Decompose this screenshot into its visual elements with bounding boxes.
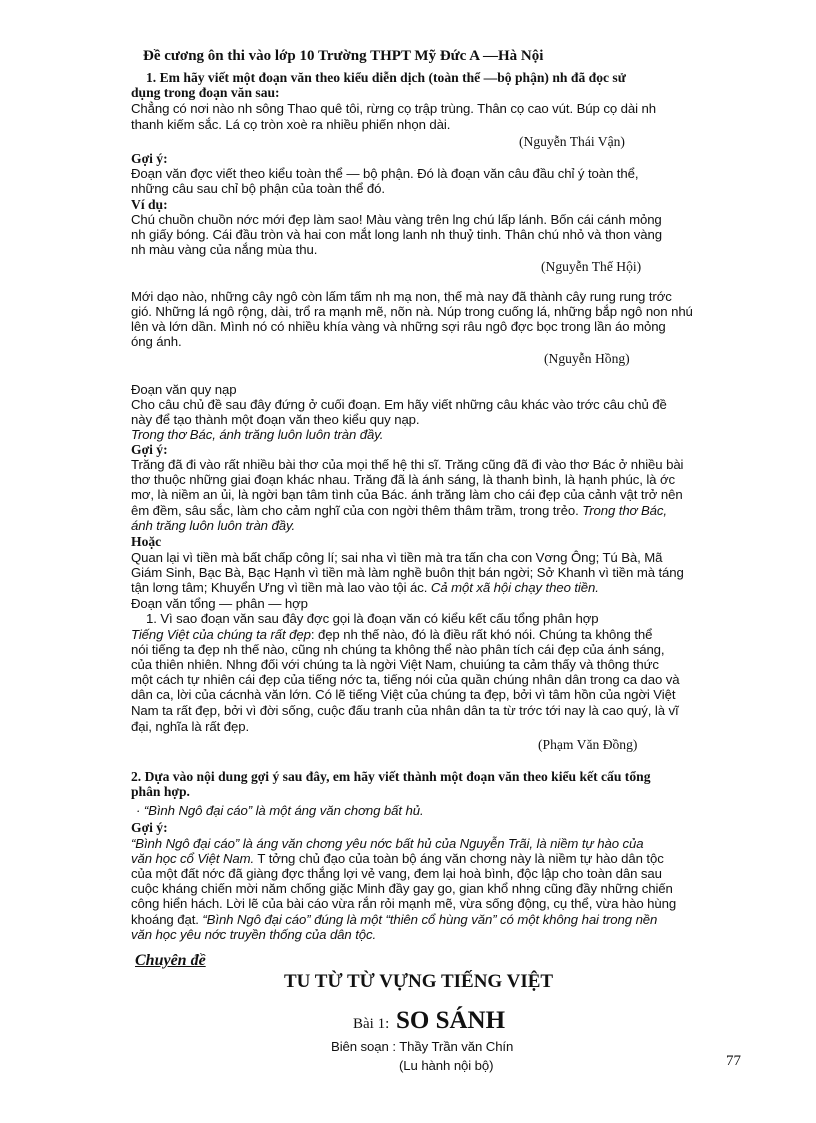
tph-author: (Phạm Văn Đồng) [538,737,638,752]
tph-line-4: một cách tự nhiên cái đẹp của tiếng nớc ta, tiếng nói của quần chúng nhân dân trong ca dao và [131,672,680,687]
q2-line-5: công hiển hách. Lời lẽ của bài cáo vừa rắn rỏi mạnh mẽ, vừa sống động, cụ thể, vừa hào hùng [131,896,677,911]
tph-line-3: của thiên nhiên. Nhng đối với chúng ta là ngời Việt Nam, chuiúng ta cảm thấy và thông thức [131,657,659,672]
lesson-title: SO SÁNH [396,1007,506,1034]
chuyen-de-label: Chuyên đề [135,952,206,969]
tph-line-1 [131,627,652,642]
q1-author-3: (Nguyễn Hồng) [544,351,630,366]
q1-author-2: (Nguyễn Thế Hội) [541,259,642,274]
hoac-end: Cả một xã hội chạy theo tiền. [430,580,599,595]
tph-item: 1. Vì sao đoạn văn sau đây đợc gọi là đoạn văn có kiểu kết cấu tổng phân hợp [146,611,599,626]
quy-nap-text-line-4-body: êm đềm, sâu sắc, làm cho cảm nghĩ của con ngời thêm thâm trầm, trong trẻo. [131,503,579,518]
quy-nap-text-end: Trong thơ Bác, [582,503,667,518]
lesson-number: Bài 1: [353,1016,390,1032]
quy-nap-label: Đoạn văn quy nạp [131,382,237,397]
quy-nap-text-line-3: mơ, là niềm an ủi, là ngời bạn tâm tình của Bác. ánh trăng làm cho cái đẹp của cảnh vật trở nên [131,487,683,502]
tph-label: Đoạn văn tổng — phân — hợp [131,596,308,611]
q1-passage-line-1: Chẳng có nơi nào nh sông Thao quê tôi, rừng cọ trập trùng. Thân cọ cao vút. Búp cọ dài nh [131,101,656,116]
q2-line-4: cuộc kháng chiến mời năm chống giặc Minh đầy gay go, gian khổ nhng cũng đầy những chiến [131,881,673,896]
quy-nap-instr-line-1: Cho câu chủ đề sau đây đứng ở cuối đoạn. Em hãy viết những câu khác vào trớc câu chủ đề [131,397,667,412]
q2-last-a: khoáng đạt. [131,912,199,927]
tph-first-rest: : đẹp nh thế nào, đó là điều rất khó nói. Chúng ta không thể [310,627,653,642]
q1-ngo-line-4: óng ánh. [131,334,182,349]
hoac-line-3-body: tận lơng tâm; Khuyển Ưng vì tiền mà lao vào tội ác. [131,580,428,595]
quy-nap-goi-y-label: Gợi ý: [131,442,168,457]
q2-line-2-rest: T tởng chủ đạo của toàn bộ áng văn chơng này là niềm tự hào dân tộc [254,851,664,866]
tph-line-6: Nam ta rất đẹp, bởi vì đời sống, cuộc đấu tranh của nhân dân ta từ trớc tới nay là cao quý, là vĩ [131,703,679,718]
q2-line-3: của một đất nớc đã giàng đợc thắng lợi vẻ vang, đem lại hoà bình, độc lập cho toàn dân sau [131,866,662,881]
q1-vi-du-line-1: Chú chuồn chuồn nớc mới đẹp làm sao! Màu vàng trên lng chú lấp lánh. Bốn cái cánh mỏng [131,212,662,227]
q1-ngo-line-2: gió. Những lá ngô rộng, dài, trổ ra mạnh mẽ, nõn nà. Núp trong cuống lá, những bắp ngô non nhú [131,304,693,319]
quy-nap-text-line-4 [131,503,667,518]
q1-vi-du-label: Ví dụ: [131,197,168,212]
hoac-line-1: Quan lại vì tiền mà bất chấp công lí; sai nha vì tiền mà tra tấn cha con Vơng Ông; Tú Bà, Mã [131,550,663,565]
q1-title-line-2: dụng trong đoạn văn sau: [131,85,280,100]
q2-italic-line-1: “Bình Ngô đại cáo” là áng văn chơng yêu nớc bất hủ của Nguyễn Trãi, là niềm tự hào của [131,836,644,851]
quy-nap-text-line-2: thơ thuộc những giai đoạn khác nhau. Trăng đã là ánh sáng, là thanh bình, là hạnh phúc, là ớc [131,472,675,487]
q1-goi-y-line-1: Đoạn văn đợc viết theo kiểu toàn thể — bộ phận. Đó là đoạn văn câu đầu chỉ ý toàn thể, [131,166,639,181]
q1-author-1: (Nguyễn Thái Vận) [519,134,625,149]
q2-italic-line-2: văn học cổ Việt Nam. [131,851,255,866]
circulation-note: (Lu hành nội bộ) [399,1058,494,1073]
quy-nap-topic: Trong thơ Bác, ánh trăng luôn luôn tràn đầy. [131,427,384,442]
hoac-label: Hoặc [131,534,162,549]
hoac-line-3 [131,580,599,595]
q1-title-line-1: 1. Em hãy viết một đoạn văn theo kiểu diễn dịch (toàn thể —bộ phận) nh đã đọc sử [146,70,626,85]
q2-title-line-1: 2. Dựa vào nội dung gợi ý sau đây, em hãy viết thành một đoạn văn theo kiểu kết cấu tổng [131,769,651,784]
q2-final: văn học yêu nớc truyền thống của dân tộc. [131,927,377,942]
quy-nap-instr-line-2: này để tạo thành một đoạn văn theo kiểu quy nạp. [131,412,420,427]
tph-first-italic: Tiếng Việt của chúng ta rất đẹp [131,627,311,642]
chapter-title: TU TỪ TỪ VỰNG TIẾNG VIỆT [284,971,554,992]
page-number: 77 [726,1053,741,1069]
quy-nap-text-line-1: Trăng đã đi vào rất nhiều bài thơ của mọi thế hệ thi sĩ. Trăng cũng đã đi vào thơ Bác ở nhiều bài [131,457,684,472]
q2-line-2 [131,851,664,866]
author-credit: Biên soạn : Thầy Trần văn Chín [331,1039,514,1054]
q1-ngo-line-1: Mới dạo nào, những cây ngô còn lấm tấm nh mạ non, thế mà nay đã thành cây rung rung trớc [131,289,672,304]
q2-title-line-2: phân hợp. [131,784,190,799]
q1-goi-y-line-2: những câu sau chỉ bộ phận của toàn thể đó. [131,181,385,196]
q1-vi-du-line-2: nh giấy bóng. Cái đầu tròn và hai con mắt long lanh nh thuỷ tinh. Thân chú nhỏ và thon vàng [131,227,662,242]
q2-goi-y-label: Gợi ý: [131,820,168,835]
q2-last-b: “Bình Ngô đại cáo” đúng là một “thiên cổ hùng văn” có một không hai trong nền [198,912,658,927]
tph-line-7: đại, nghĩa là rất đẹp. [131,719,250,734]
tph-line-5: dân ca, lời của cácnhà văn lớn. Có lẽ tiếng Việt của chúng ta đẹp, bởi vì tâm hồn của ngời Việt [131,687,676,702]
hoac-line-2: Giám Sinh, Bạc Bà, Bạc Hạnh vì tiền mà làm nghề buôn thịt bán ngời; Sở Khanh vì tiền mà táng [131,565,684,580]
q2-prompt: · “Bình Ngô đại cáo” là một áng văn chơng bất hủ. [136,803,424,818]
document-header: Đề cương ôn thi vào lớp 10 Trường THPT Mỹ Đức A —Hà Nội [143,48,544,64]
q1-ngo-line-3: lên và lớn dần. Mình nó có nhiều khía vàng và những sợi râu ngô đợc bọc trong lần áo mỏng [131,319,666,334]
quy-nap-text-last: ánh trăng luôn luôn tràn đầy. [131,518,296,533]
q1-vi-du-line-3: nh màu vàng của nắng mùa thu. [131,242,318,257]
tph-line-2: nói tiếng ta đẹp nh thế nào, cũng nh chúng ta không thể nào phân tích cái đẹp của ánh sáng, [131,642,665,657]
q2-line-6 [131,912,657,927]
q1-passage-line-2: thanh kiếm sắc. Lá cọ tròn xoè ra nhiều phiến nhọn dài. [131,117,451,132]
q1-goi-y-label: Gợi ý: [131,151,168,166]
